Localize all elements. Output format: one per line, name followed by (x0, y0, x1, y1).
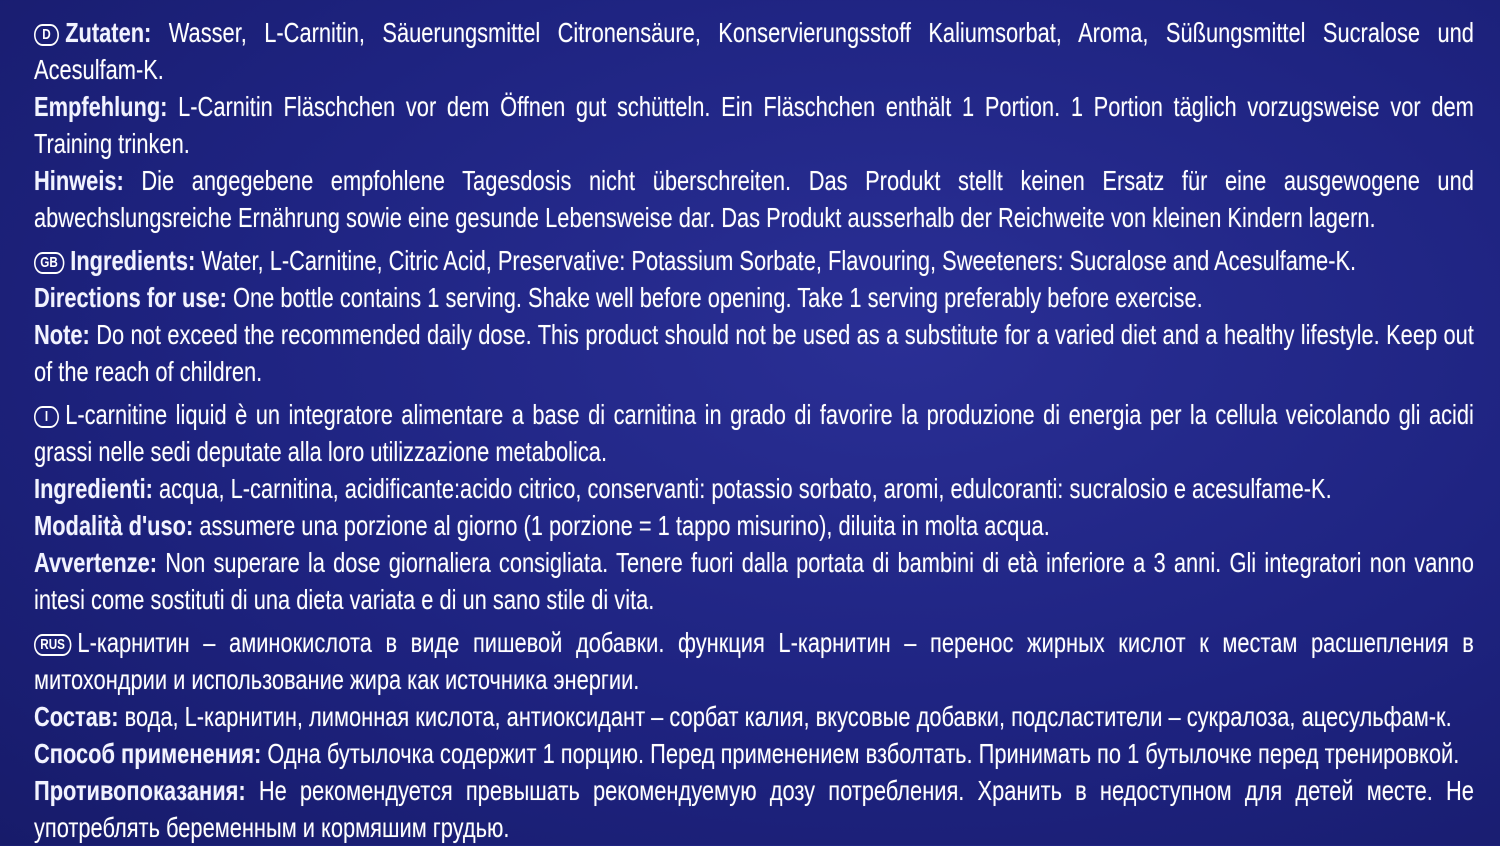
paragraph-sostav (34, 698, 1474, 735)
term-directions: Directions for use: (34, 282, 227, 313)
text-modalita: assumere una porzione al giorno (1 porzione = 1 tappo misurino), diluita in molta acqua. (193, 510, 1050, 541)
paragraph-modalita (34, 507, 1474, 544)
term-note: Note: (34, 319, 90, 350)
text-sposob: Одна бутылочка содержит 1 порцию. Перед применением взболтать. Принимать по 1 бутылочке перед тренировкой. (261, 738, 1460, 769)
paragraph-zutaten (34, 14, 1474, 88)
text-ingredients: Water, L-Carnitine, Citric Acid, Preservative: Potassium Sorbate, Flavouring, Sweeteners: Sucralose and Acesulfame-K. (195, 245, 1357, 276)
section-german (34, 14, 1474, 236)
text-intro-ru: L-карнитин – аминокислота в виде пишевой добавки. функция L-карнитин – перенос жирных кислот к местам расшепления в митохондрии и использование жира как источника энергии. (34, 627, 1474, 695)
text-intro-it: L-carnitine liquid è un integratore alimentare a base di carnitina in grado di favorire la produzione di energia per la cellula veicolando gli acidi grassi nelle sedi deputate alla loro utilizzazione metabolica. (34, 399, 1474, 467)
text-sostav: вода, L-карнитин, лимонная кислота, антиоксидант – сорбат калия, вкусовые добавки, подсластители – сукралоза, ацесульфам-к. (118, 701, 1452, 732)
term-protivopokazaniya: Противопоказания: (34, 775, 246, 806)
paragraph-intro-ru (34, 624, 1474, 698)
paragraph-avvertenze (34, 544, 1474, 618)
paragraph-ingredients (34, 242, 1474, 279)
paragraph-directions (34, 279, 1474, 316)
term-avvertenze: Avvertenze: (34, 547, 158, 578)
section-russian (34, 624, 1474, 846)
term-sposob: Способ применения: (34, 738, 262, 769)
text-protivopokazaniya: Не рекомендуется превышать рекомендуемую дозу потребления. Хранить в недоступном для детей месте. Не употреблять беременным и кормяшим грудью. (34, 775, 1474, 843)
term-empfehlung: Empfehlung: (34, 91, 168, 122)
paragraph-ingredienti (34, 470, 1474, 507)
paragraph-protivopokazaniya (34, 772, 1474, 846)
section-italian (34, 396, 1474, 618)
language-badge-it: I (34, 406, 59, 428)
paragraph-empfehlung (34, 88, 1474, 162)
language-badge-de: D (34, 24, 59, 46)
product-label-text (34, 14, 1474, 846)
term-hinweis: Hinweis: (34, 165, 124, 196)
term-modalita: Modalità d'uso: (34, 510, 194, 541)
text-zutaten: Wasser, L-Carnitin, Säuerungsmittel Citronensäure, Konservierungsstoff Kaliumsorbat, Aroma, Süßungsmittel Sucralose und Acesulfam-K. (34, 17, 1474, 85)
text-note: Do not exceed the recommended daily dose. This product should not be used as a substitute for a varied diet and a healthy lifestyle. Keep out of the reach of children. (34, 319, 1474, 387)
text-directions: One bottle contains 1 serving. Shake well before opening. Take 1 serving preferably before exercise. (226, 282, 1203, 313)
language-badge-rus: RUS (34, 634, 71, 656)
term-sostav: Состав: (34, 701, 119, 732)
text-ingredienti: acqua, L-carnitina, acidificante:acido citrico, conservanti: potassio sorbato, aromi, edulcoranti: sucralosio e acesulfame-K. (152, 473, 1332, 504)
term-zutaten: Zutaten: (65, 17, 152, 48)
paragraph-note (34, 316, 1474, 390)
paragraph-intro-it (34, 396, 1474, 470)
paragraph-sposob (34, 735, 1474, 772)
section-english (34, 242, 1474, 390)
language-badge-gb: GB (34, 252, 64, 274)
term-ingredients: Ingredients: (70, 245, 196, 276)
text-empfehlung: L-Carnitin Fläschchen vor dem Öffnen gut schütteln. Ein Fläschchen enthält 1 Portion. 1 Portion täglich vorzugsweise vor dem Training trinken. (34, 91, 1474, 159)
text-hinweis: Die angegebene empfohlene Tagesdosis nicht überschreiten. Das Produkt stellt keinen Ersatz für eine ausgewogene und abwechslungsreiche Ernährung sowie eine gesunde Lebensweise dar. Das Produkt ausserhalb der Reichweite von kleinen Kindern lagern. (34, 165, 1474, 233)
term-ingredienti: Ingredienti: (34, 473, 153, 504)
paragraph-hinweis (34, 162, 1474, 236)
text-avvertenze: Non superare la dose giornaliera consigliata. Tenere fuori dalla portata di bambini di età inferiore a 3 anni. Gli integratori non vanno intesi come sostituti di una dieta variata e di un sano stile di vita. (34, 547, 1474, 615)
